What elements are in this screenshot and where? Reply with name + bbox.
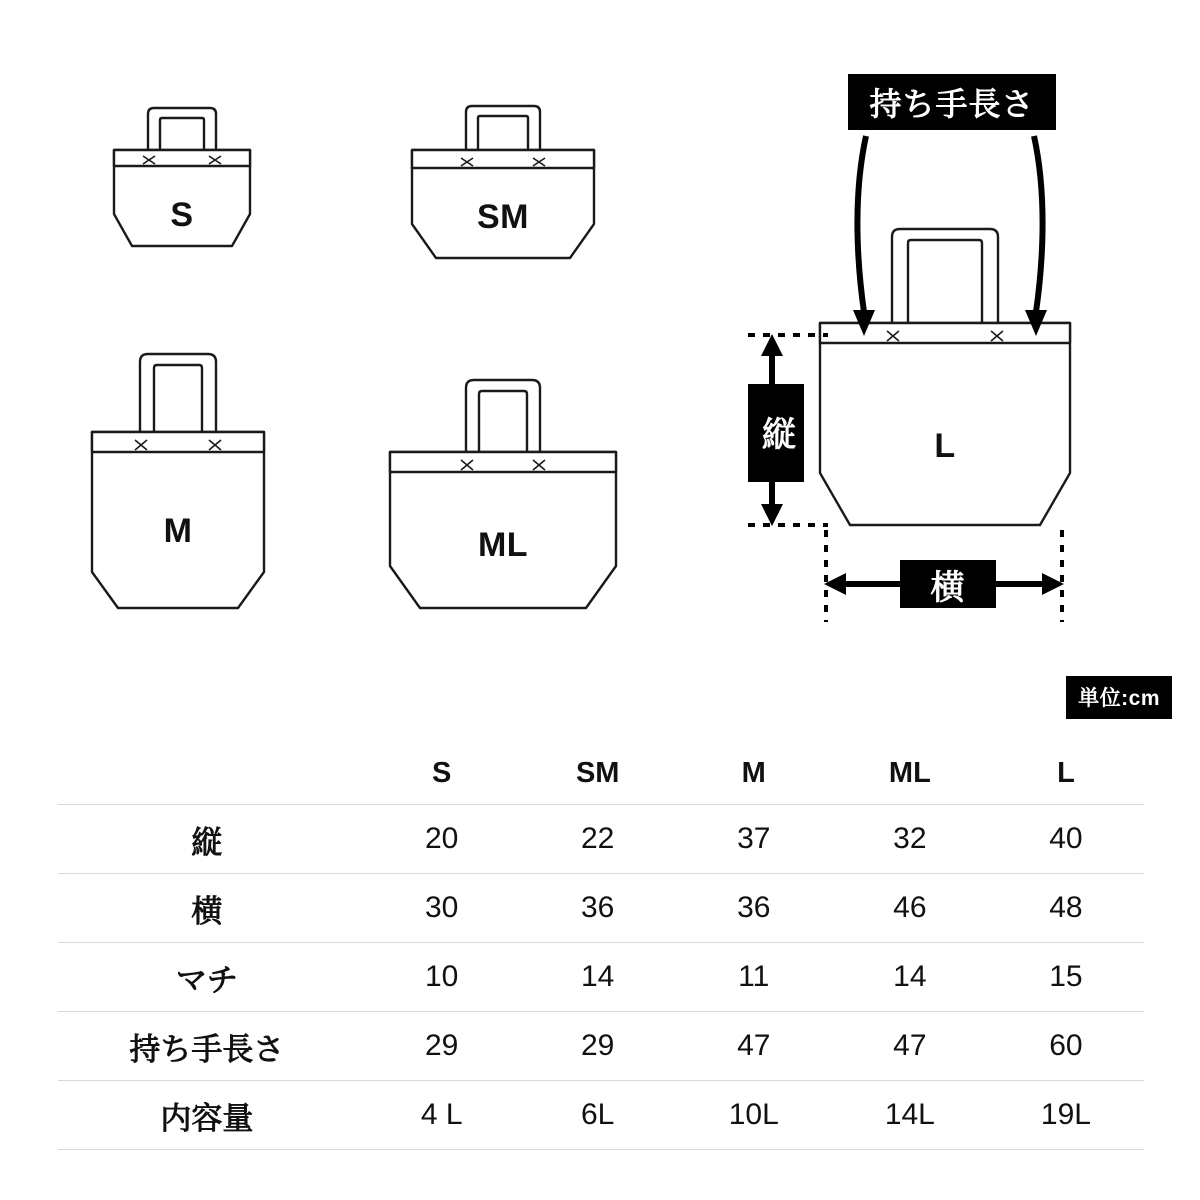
bag-illustration-sm — [398, 86, 608, 276]
cell-capacity-m: 10L — [728, 1098, 779, 1131]
row-label-capacity: 内容量 — [160, 1100, 254, 1136]
cell-width-l: 48 — [1049, 891, 1083, 924]
bag-figure-s — [92, 88, 272, 268]
table-row — [58, 805, 1144, 874]
cell-height-sm: 22 — [581, 822, 615, 855]
cell-capacity-sm: 6L — [581, 1098, 615, 1131]
bag-illustration-s — [92, 88, 272, 268]
cell-width-ml: 46 — [893, 891, 927, 924]
bag-label-s: S — [170, 196, 194, 234]
table-row — [58, 874, 1144, 943]
table-col-corner — [58, 742, 364, 805]
size-table-header — [58, 742, 1144, 805]
bag-figure-sm — [398, 86, 608, 276]
cell-width-sm: 36 — [581, 891, 615, 924]
bag-illustration-ml — [378, 366, 628, 618]
cell-handle-m: 47 — [737, 1029, 771, 1062]
table-col-s: S — [432, 756, 452, 789]
table-row — [58, 1012, 1144, 1081]
bag-figure-l — [800, 215, 1090, 545]
bag-label-l: L — [934, 427, 956, 465]
size-table-body — [58, 805, 1144, 1150]
table-col-ml: ML — [888, 756, 931, 789]
cell-handle-s: 29 — [425, 1029, 459, 1062]
bag-label-ml: ML — [477, 526, 529, 564]
table-col-sm: SM — [575, 756, 620, 789]
cell-width-m: 36 — [737, 891, 771, 924]
row-label-height: 縦 — [191, 824, 223, 860]
cell-height-s: 20 — [425, 822, 459, 855]
row-label-handle-length: 持ち手長さ — [129, 1031, 285, 1067]
bag-figure-m — [78, 340, 278, 618]
cell-height-m: 37 — [737, 822, 771, 855]
row-label-width: 横 — [191, 893, 223, 929]
cell-capacity-ml: 14L — [884, 1098, 935, 1131]
callout-height: 縦 — [748, 384, 804, 482]
cell-gusset-sm: 14 — [581, 960, 615, 993]
cell-capacity-l: 19L — [1040, 1098, 1091, 1131]
cell-gusset-ml: 14 — [893, 960, 927, 993]
table-header-row — [58, 742, 1144, 805]
bag-illustration-m — [78, 340, 278, 618]
cell-height-ml: 32 — [893, 822, 927, 855]
callout-width: 横 — [900, 560, 996, 608]
cell-handle-ml: 47 — [893, 1029, 927, 1062]
bag-label-m: M — [163, 512, 193, 550]
table-row — [58, 1081, 1144, 1150]
bag-label-sm: SM — [477, 198, 529, 236]
table-col-l: L — [1057, 756, 1075, 789]
size-table — [58, 742, 1144, 1150]
row-label-gusset: マチ — [175, 962, 238, 998]
cell-gusset-m: 11 — [738, 960, 770, 993]
cell-handle-l: 60 — [1049, 1029, 1083, 1062]
cell-gusset-s: 10 — [425, 960, 459, 993]
bag-illustration-l — [800, 215, 1090, 545]
bag-figure-ml — [378, 366, 628, 618]
callout-handle-length: 持ち手長さ — [848, 74, 1056, 130]
cell-height-l: 40 — [1049, 822, 1083, 855]
cell-handle-sm: 29 — [581, 1029, 615, 1062]
cell-gusset-l: 15 — [1049, 960, 1083, 993]
unit-badge: 単位:cm — [1066, 676, 1172, 719]
cell-capacity-s: 4 L — [420, 1098, 463, 1131]
table-col-m: M — [741, 756, 766, 789]
cell-width-s: 30 — [425, 891, 459, 924]
table-row — [58, 943, 1144, 1012]
